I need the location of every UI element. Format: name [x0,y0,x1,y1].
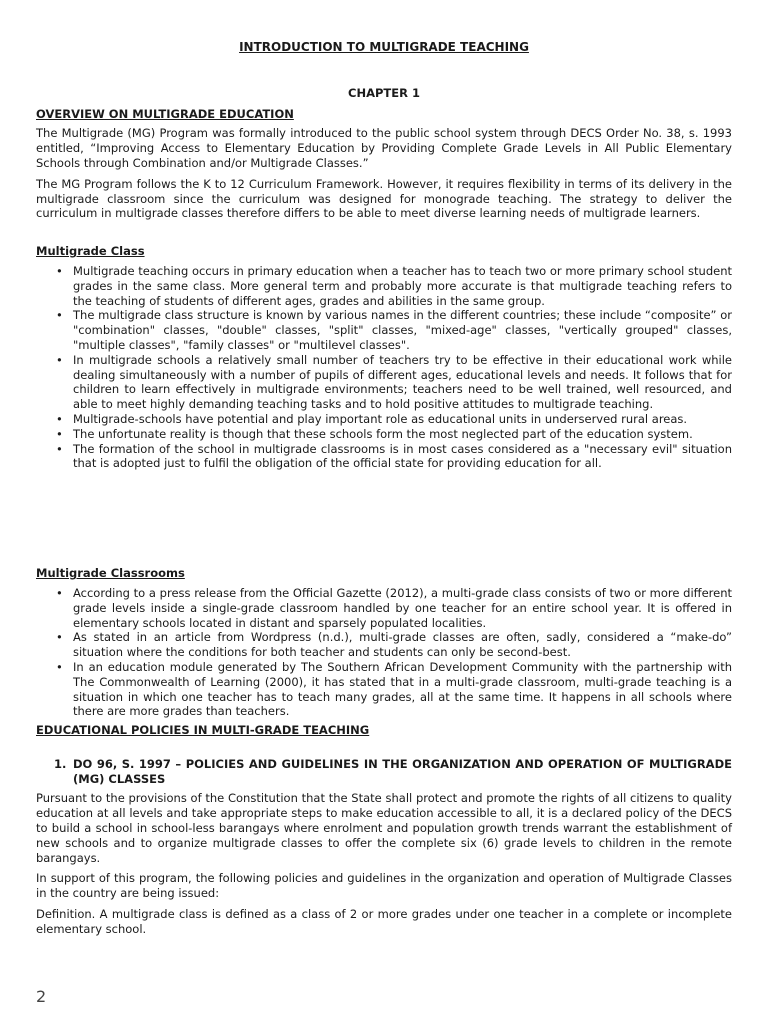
list-item: • Multigrade-schools have potential and play important role as educational units in underserved rural areas. [73,412,732,427]
policy-title: DO 96, S. 1997 – POLICIES AND GUIDELINES IN THE ORGANIZATION AND OPERATION OF MULTIGRADE (MG) CLASSES [73,756,732,786]
multigrade-classrooms-list [36,586,732,719]
list-item: • In multigrade schools a relatively small number of teachers try to be effective in their educational work while dealing simultaneously with a number of pupils of different ages, educational levels and needs. It follows that for children to learn effectively in multigrade environments; teachers need to be well trained, well resourced, and able to meet highly demanding teaching tasks and to hold positive attitudes to multigrade teaching. [73,353,732,412]
overview-paragraph: The Multigrade (MG) Program was formally introduced to the public school system through DECS Order No. 38, s. 1993 entitled, “Improving Access to Elementary Education by Providing Complete Grade Levels in All Public Elementary Schools through Combination and/or Multigrade Classes.” [36,126,732,170]
list-item: • The unfortunate reality is though that these schools form the most neglected part of the education system. [73,427,732,442]
multigrade-classrooms-heading: Multigrade Classrooms [36,566,185,581]
policy-number: 1. [54,756,67,771]
policy-item [54,756,732,787]
list-item: • According to a press release from the Official Gazette (2012), a multi-grade class consists of two or more different grade levels inside a single-grade classroom handled by one teacher for an entire school year. It is offered in elementary schools located in distant and sparsely populated localities. [73,586,732,630]
document-title: INTRODUCTION TO MULTIGRADE TEACHING [239,40,529,54]
list-item: • As stated in an article from Wordpress (n.d.), multi-grade classes are often, sadly, considered a “make-do” situation where the conditions for both teacher and students can only be second-best. [73,630,732,660]
overview-heading: OVERVIEW ON MULTIGRADE EDUCATION [36,106,294,121]
page-number: 2 [36,987,47,1006]
list-item: • In an education module generated by The Southern African Development Community with the partnership with The Commonwealth of Learning (2000), it has stated that in a multi-grade classroom, multi-grade teaching is a situation in which one teacher has to teach many grades, all at the same time. It happens in all schools where there are more grades than teachers. [73,660,732,719]
policy-list [36,757,732,787]
list-item: • The formation of the school in multigrade classrooms is in most cases considered as a "necessary evil" situation that is adopted just to fulfil the obligation of the official state for providing education for all. [73,442,732,472]
multigrade-class-heading: Multigrade Class [36,244,145,259]
list-item: • Multigrade teaching occurs in primary education when a teacher has to teach two or more primary school student grades in the same class. More general term and probably more accurate is that multigrade teaching refers to the teaching of students of different ages, grades and abilities in the same group. [73,264,732,308]
policy-paragraph: Pursuant to the provisions of the Constitution that the State shall protect and promote the rights of all citizens to quality education at all levels and take appropriate steps to make education accessible to all, it is a declared policy of the DECS to build a school in school-less barangays where enrolment and population growth trends warrant the establishment of new schools and to organize multigrade classes to offer the complete six (6) grade levels to children in the remote barangays. [36,791,732,865]
multigrade-class-list [36,264,732,471]
document-page [36,40,732,943]
policy-paragraph: In support of this program, the following policies and guidelines in the organization and operation of Multigrade Classes in the country are being issued: [36,871,732,901]
chapter-label: CHAPTER 1 [348,85,420,100]
policies-heading: EDUCATIONAL POLICIES IN MULTI-GRADE TEACHING [36,723,370,738]
list-item: • The multigrade class structure is known by various names in the different countries; these include “composite” or "combination" classes, "double" classes, "split" classes, "mixed-age" classes, "vertically grouped" classes, "multiple classes", "family classes" or "multilevel classes". [73,308,732,352]
overview-paragraph: The MG Program follows the K to 12 Curriculum Framework. However, it requires flexibility in terms of its delivery in the multigrade classroom since the curriculum was designed for monograde teaching. The strategy to deliver the curriculum in multigrade classes therefore differs to be able to meet diverse learning needs of multigrade learners. [36,176,732,221]
definition-paragraph: Definition. A multigrade class is defined as a class of 2 or more grades under one teacher in a complete or incomplete elementary school. [36,907,732,936]
